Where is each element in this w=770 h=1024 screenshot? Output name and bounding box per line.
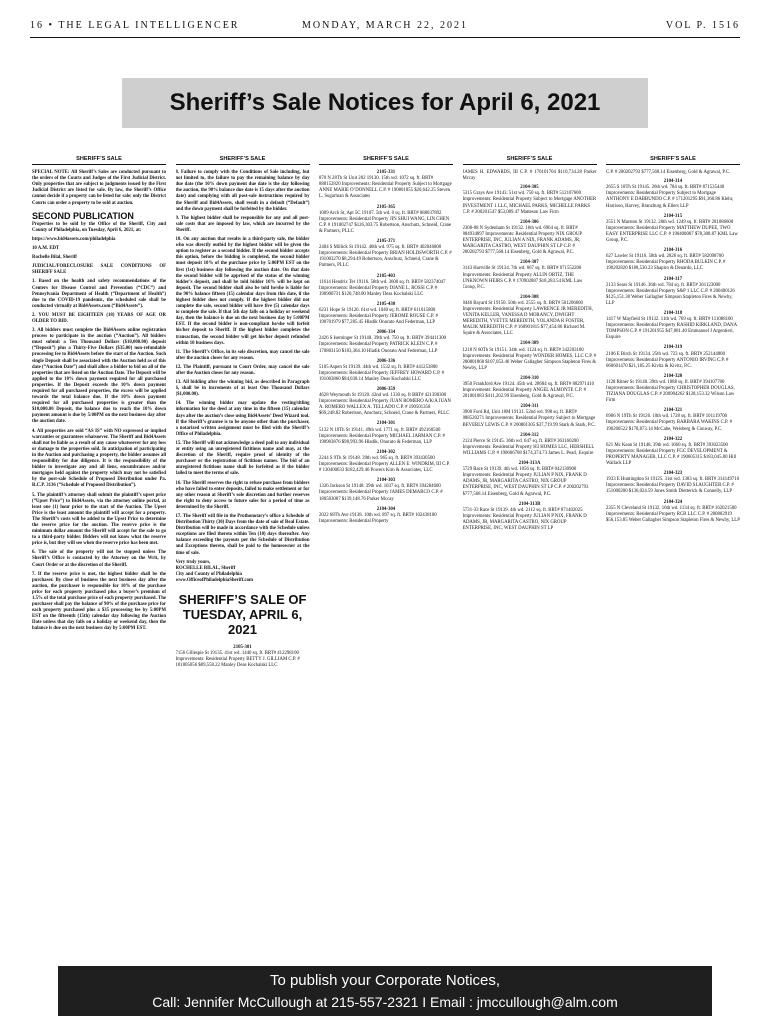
condition-13: 13. All bidding after the winning bid, as described in Paragraph 6, shall be in increments of at least One Thousand Dollars ($1,000.00). (175, 380, 310, 398)
footer-line-1: To publish your Corporate Notices, (269, 972, 501, 989)
listing-number: 2104-304 (376, 506, 396, 512)
condition-15: 15. The Sheriff will not acknowledge a deed poll to any individual or entity using an unregistered fictitious name and may, at the discretion of the Sheriff, require proof of identity of the purchaser or the registration of fictitious names. The bid of an unregistered fictitious name shall be forfeited as if the bidder failed to meet the terms of sale. (175, 440, 310, 477)
listing-number: 2104-301 (376, 421, 396, 427)
listing-text: 6906 N 19Th St 19126. 10th wd. 1728 sq. ft. BRT# 101119700 Improvements: Residential Property BARBARA WAKINS C.P. # 190200522 $178,873.14 McCabe, Weisberg & Conway, P.C. (606, 414, 732, 432)
listing-entry (606, 408, 740, 432)
listing-entry (319, 450, 453, 474)
listing-entry (606, 437, 740, 467)
listing-text: 2655 S 18Th St 19145. 26th wd. 784 sq. ft. BRT# 871535440 Improvements: Residential Property Subject to Mortgage ANTHONY E DABBUNDO C.P. # 171201295 $91,360.86 Klehr, Harrison, Harvey, Branzburg & Ellers LLP (606, 185, 734, 209)
continued-entry: C.P. # 200202793 $777,568.14 Eisenberg, Gold & Agrawal, P.C. (606, 170, 731, 176)
listing-number: 2104-318 (663, 310, 683, 316)
listing-number: 2006-336 (376, 358, 396, 364)
listing-text: 3143 Hartville St 19134. 7th wd. 667 sq. ft. BRT# 071552200 Improvements: Residential Property ALLIN ORTIZ, THE UNKNOWN HEIRS C.P. # 170902887 $18,283.54 KML Law Group, P.C. (462, 266, 583, 290)
listing-text: 6231 Hope St 19120. 61st wd. 1040 sq. ft. BRT# 611015800 Improvements: Residential Property JEROME ROUSE C.P. # 190701979 $77,285.45 Hladik Onorato And Federman, LLP (319, 307, 438, 326)
listing-entry (606, 311, 740, 341)
condition-17: 17. The Sheriff will file in the Prothonotary’s office a Schedule of Distribution Thirty (30) Days from the date of sale of Real Estate. Distribution will be made in accordance with the Schedule unless exceptions are filed thereto within Ten (10) days thereafter. Any balance exceeding the payouts per the Schedule of Distribution and Exceptions thereto, shall be paid to the homeowner at the time of sale. (175, 513, 310, 556)
listing-entry (319, 359, 453, 383)
listing-text: 5729 Race St 19139. 4th wd. 1056 sq. ft. BRT# 042130900 Improvements: Residential Property JULIAN P NIX, FRANK D ADAMS, JR, MARGARITA CASTRO, NIX GROUP ENTERPRISE, INC, WEST DAUPHIN ST LP C.P. # 200202793 $777,568.14 Eisenberg, Gold & Agrawal, P.C. (462, 467, 589, 497)
listing-text: 870 N 28Th St Unit 202 19130. 15th wd. 1072 sq. ft. BRT# 888152820 Improvements: Residential Property Subject to Mortgage ANNE MARIE O’DONNELL C.P. # 190801855 $20,642.25 Steven L. Sugarman & Associates (319, 176, 452, 200)
auction-url[interactable]: https://www.bid4assets.com/philadelphia (32, 236, 116, 242)
condition-9: 9. The highest bidder shall be responsible for any and all post-sale costs that are imposed by law, which are incurred by the Sheriff. (175, 215, 310, 233)
footer-line-2[interactable]: Call: Jennifer McCullough at 215-557-2321 I Email : jmccullough@alm.com (152, 994, 618, 1010)
listing-text: 2022 68Th Ave 19138. 10th wd. 897 sq. ft. BRT# 102438100 Improvements: Residential Property (319, 512, 437, 524)
listing-entry (463, 404, 597, 428)
sheriff-name: Rochelle Bilal, Sheriff (32, 255, 77, 261)
listing-entry (319, 170, 453, 200)
listing-entry (319, 421, 453, 445)
listing-entry (606, 500, 740, 524)
column-1 (32, 156, 166, 956)
listing-entry (319, 274, 453, 298)
listing-text: 2244 S 9Th St 19148. 39th wd. 965 sq. ft. BRT# 393430500 Improvements: Residential Property ALLEN E. WINDRIM, III C.P. # 130400633 $182,429.46 Powers Kirn & Associates, LLC (319, 455, 450, 474)
listing-text: 4628 Weymouth St 19120. 42nd wd. 1330 sq. ft BRT# 421390300 Improvements: Residential Property JUAN ROMERO A/K/A JUAN A. ROMERO WALLEX A. TELLADO C.P. # 190501358 $69,248.82 Robertson, Anschutz, Schneid, Crane & Partners, PLLC (319, 393, 451, 417)
notice-columns (32, 156, 740, 956)
auction-time: 10 A.M. EDT (32, 246, 60, 252)
listing-number: 2104-314 (663, 179, 683, 185)
listing-number: 2104-305 (520, 185, 539, 191)
listing-entry (463, 260, 597, 290)
listing-number: 2104-310 (520, 375, 539, 381)
condition-12: 12. The Plaintiff, pursuant to Court Order, may cancel the sale after the Auction closes for any reason. (175, 364, 310, 376)
listing-text: 5315 Grays Ave 19143. 51st wd. 750 sq. ft. BRT# 512107600 Improvements: Residential Property Subject to Mortgage ANOTHER INVESTMENT 1 LLC, MICHAEL PARKS, MICHELLE PARKS C.P. # 200201547 $53,089.47 Matteson Law Firm (462, 191, 597, 215)
column-5 (606, 156, 740, 956)
condition-2: 2. YOU MUST BE EIGHTEEN (18) YEARS OF AGE OR OLDER TO BID. (32, 312, 166, 324)
listing-text: 11614 Hendrix Ter 19116. 58th wd. 3600 sq. ft. BRT# 582374047 Improvements: Residential Property DIANE L. ROSSI C.P. # 190900731 $120,748.00 Manley Deas Kochalski LLC (319, 279, 446, 297)
sale-location-text: Properties to be sold by the Office of the Sheriff, City and County of Philadelphia, on Tuesday, April 6, 2021, at: (32, 221, 166, 233)
listing-entry (606, 179, 740, 209)
listing-number: 2104-311 (520, 404, 539, 410)
listing-number: 2105-403 (376, 273, 396, 279)
signature-website[interactable]: www.OfficeofPhiladelphiaSheriff.com (175, 577, 254, 583)
page-title: Sheriff’s Sale Notices for April 6, 2021 (169, 89, 601, 116)
listing-entry (463, 341, 597, 371)
listing-number: 2104-303 (376, 478, 396, 484)
listing-entry (463, 502, 597, 532)
condition-14: 14. The winning bidder may update the vesting/titling information for the deed at any time in the fifteen (15) calendar days after the auction’s close using Bid4Assets’ Deed Wizard tool. If the Sheriff’s grantee is to be anyone other than the purchaser, a notarized written assignment must be filed with the Sheriff’s Office of Philadelphia. (175, 401, 310, 437)
condition-3: 3. All bidders must complete the Bid4Assets online registration process to participate in the auction (“Auction”). All bidders must submit a Ten Thousand Dollars ($10,000.00) deposit (“Deposit”) plus a Thirty-Five Dollars ($35.00) non-refundable processing fee to Bid4Assets before the start of the Auction. Such single Deposit shall be associated with the Auction held as of this date (“Auction Date”) and shall allow a bidder to bid on all of the properties that are listed on the Auction Date. The Deposit will be applied to the 10% down payment required for all purchased properties. If the Deposit exceeds the 10% down payment required for all purchased properties, the excess will be applied towards the total balance due. If the 10% down payment required for all purchased properties is greater than the $10,000.00 Deposit, the balance due to reach the 10% down payment amount is due by 5:00PM on the next business day after the auction date. (32, 328, 166, 425)
column-header: SHERIFF’S SALE (606, 156, 740, 165)
listing-entry (319, 507, 453, 525)
masthead (30, 20, 740, 34)
listing-entry (463, 185, 597, 215)
listing-text: 2355 N Cleveland St 19132. 16th wd. 1134 sq. ft. BRT# 162021500 Improvements: Residential Property RCB LLC C.P. # 200802919 $56,153.85 Weber Gallagher Simpson Stapleton Fires & Newby, LLP (606, 505, 740, 523)
advertisement-footer (58, 966, 712, 1016)
listing-text: 8446 Bayard St 19150. 50th wd. 2555 sq. ft. BRT# 501206600 Improvements: Residential Property LAWRENCE JR MEREDITH, VENITA KELLER, VANESSA D MORANCY, DWIGHT MEREDITH, YVETTE MEREDITH, YOLANDA R FOSTER, MALIK MEREDITH C.P. # 160901815 $77,454.86 Richard M. Squire & Associates, LLC (462, 300, 593, 337)
continued-entry: JAMES H. EDWARDS, III C.P. # 170101704 $110,734.28 Parker Mccay (462, 170, 597, 182)
listing-number: 2104-321 (663, 408, 683, 414)
conditions-title: JUDICIAL/FORECLOSURE SALE CONDITIONS OF SHERIFF SALE (32, 264, 166, 276)
listing-entry (606, 248, 740, 272)
listing-entry (606, 374, 740, 404)
listing-text: 7156 Gillespie St 19135. 41st wd. 1440 sq. ft. BRT# 412298100 Improvements: Residential Property BETTY J. GILLIAM C.P. # 181005056 $89,558.22 Manley Deas Kochalski LLC (175, 651, 300, 669)
listing-number: 2104-315 (663, 213, 683, 219)
listing-number: 2104-302 (376, 449, 396, 455)
listing-text: 1933 E Huntingdon St 19125. 31st wd. 1383 sq. ft. BRT# 314149710 Improvements: Residential Property DAVID SLAUGHTER C.P. # 151000200 $136,024.59 Jones Smith Dietterick & Connelly, LLP (606, 477, 740, 495)
listing-entry (606, 345, 740, 369)
listing-entries (606, 179, 740, 524)
listing-number: 2104-323 (663, 471, 683, 477)
listing-text: 2124 Pierce St 19145. 36th wd. 647 sq. ft. BRT# 363160200 Improvements: Residential Property H3 HOMES LLC, HERSHELL WILLIAMS C.P. # 190606708 $174,374.73 James L. Pearl, Esquire (462, 438, 595, 456)
listing-number: 2104-319 (663, 345, 683, 351)
condition-1: 1. Based on the health and safety recommendations of the Centers for Disease Control and Prevention (“CDC”) and Pennsylvania Department of Health (“Department of Health”) due to the COVID-19 pandemic, the scheduled sale shall be conducted virtually at Bid4Assets.com (“Bid4Assets”). (32, 279, 166, 309)
listing-number: 2104-324 (663, 499, 683, 505)
listing-text: 2300-08 N Sydenham St 19132. 16th wd. 6964 sq. ft. BRT# 884934897 Improvements: Residential Property NIX GROUP ENTERPRISE, INC, JULIAN A NIX, FRANK ADAMS, JR, MARGARITA CASTRO, WEST DAUPHIN ST LP C.P. # 200202793 $777,568.14 Eisenberg, Gold & Agrawal, P.C. (462, 225, 582, 256)
condition-10: 10. On any auction that results in a third-party sale, the bidder who was directly outbid by the highest bidder will be given the option to register as a second bidder. If the second bidder accepts this option, before the bidding is completed, the second bidder must deposit 10% of the purchase price by 5:00PM EST on the first (1st) business day following the auction date. On that date the second bidder will be apprised of the status of the winning bidder’s deposit, and shall be told bidder 10% will be kept on deposit. The second bidder shall also be told he/she is liable for the 90% balance fifteen (15) calendar days from this date, if the highest bidder does not comply. If the highest bidder did not complete the sale, second bidder will have five (5) calendar days to complete the sale. If that 5th day falls on a holiday or weekend day, then the balance is due on the next business day by 5:00PM EST. If the second bidder is non-compliant he/she will forfeit his/her deposit to Sheriff. If the highest bidder completes the transaction, the second bidder will get his/her deposit refunded within 10 business days. (175, 237, 310, 346)
listing-text: 1128 Ritner St 19148. 39th wd. 1088 sq. ft. BRT# 394107700 Improvements: Residential Property CHRISTOPHER DOUGLAS, TIZIANA DOUGLAS C.P. # 200904262 $128,153.32 Wilson Law Firm (606, 379, 735, 404)
listing-entry (606, 471, 740, 495)
masthead-left: 16 • THE LEGAL INTELLIGENCER (30, 20, 240, 31)
listing-number: 2104-313B (518, 501, 541, 507)
listing-number: 2104-322 (663, 436, 683, 442)
listing-text: 5132 N 10Th St 19141. 49th wd. 1771 sq. ft. BRT# 492160500 Improvements: Residential Property MICHAEL JARMAN C.P. # 190903876 $98,993.96 Hladik, Onorato & Federman, LLP (319, 427, 445, 445)
listing-entry (463, 295, 597, 338)
listing-entries (463, 185, 597, 532)
listing-number: 2104-317 (663, 276, 683, 282)
listing-entry (319, 330, 453, 354)
condition-16: 16. The Sheriff reserves the right to refuse purchase from bidders who have failed to enter deposits, failed to make settlement or for any other reason at Sheriff’s sole discretion and further reserves the right to deny access to future sales for a period of time as determined by the Sheriff. (175, 480, 310, 510)
listing-entry (463, 433, 597, 457)
listing-number: 2104-320 (663, 373, 683, 379)
listing-number: 2104-306 (520, 219, 539, 225)
listing-entry (319, 205, 453, 235)
listing-text: 1009 Arch St, Apt 5C 19107. 5th wd. 0 sq. ft. BRT# 888037892 Improvements: Residential Property JIN SHUI WANG, LIN CHEN C.P. # 191002747 $126,303.75 Robertson, Anschutz, Schneid, Crane & Partners, PLLC (319, 210, 452, 234)
masthead-rule (30, 37, 740, 38)
listing-text: 3950 Frankford Ave 19124. 45th wd. 28684 sq. ft. BRT# 882971410 Improvements: Residential Property ANGEL ALMONTE C.P. # 201001083 $411,202.99 Eisenberg, Gold & Agrawal, P.C. (462, 382, 595, 400)
listing-entries (176, 645, 310, 669)
column-header: SHERIFF’S SALE (176, 156, 310, 165)
condition-4: 4. All properties are sold “AS IS” with NO expressed or implied warranties or guarantees whatsoever. The Sheriff and Bid4Assets shall not be liable as a result of any cause whatsoever for any loss or damage to the properties sold. In anticipation of participating in the Auction and purchasing a property, the bidder assumes all responsibility for due diligence. It is the responsibility of the bidder to investigate any and all liens, encumbrances and/or mortgages held against the property which may not be satisfied by the post-sale Schedule of Proposed Distribution under Pa. R.C.P. 3136 (“Schedule of Proposed Distribution”). (32, 428, 166, 489)
listing-number: 2104-316 (663, 248, 683, 254)
listing-number: 2006-359 (376, 387, 396, 392)
listing-entry (463, 376, 597, 400)
listing-entry (319, 302, 453, 326)
listing-number: 2104-313A (518, 461, 541, 467)
listing-text: 1336 Jackson St 19148. 39th wd. 1037 sq. ft. BRT# 394284600 Improvements: Residential Property JAMES DEMARCO C.P. # 180503087 $139,148.76 Parker Mccay (319, 484, 443, 502)
column-3 (319, 156, 453, 956)
listing-number: 2104-309 (520, 341, 539, 347)
special-note: SPECIAL NOTE: All Sheriff’s Sales are conducted pursuant to the orders of the Courts and Judges of the First Judicial District. Only properties that are subject to judgments issued by the First Judicial District are listed for sale. By law, the Sheriff’s Office cannot decide if a property can be listed for sale; only the District Courts can order a property to be sold at auction. (32, 170, 166, 206)
listing-number: 2105-301 (233, 645, 252, 650)
listing-entry (606, 277, 740, 307)
listing-text: 1417 W Mayfield St 19132. 11th wd. 769 sq. ft. BRT# 111088100 Improvements: Residential Property RASHID KIRKLAND, DANA TOMPSON C.P. # 191201955 $47,081.40 Emmanuel J Argentieri, Esquire (606, 317, 737, 341)
column-header: SHERIFF’S SALE (463, 156, 597, 165)
listing-entries (319, 170, 453, 525)
condition-7: 7. If the reserve price is met, the highest bidder shall be the purchaser. By close of business the next business day after the auction, the purchaser is responsible for 10% of the purchase price for each property purchased plus a buyer’s premium of 1.5% of the total purchase price of each property purchased. The purchaser shall pay the balance of 90% of the purchase price for each property purchased plus a $35 processing fee by 5:00PM EST on the fifteenth (15th) calendar day following the Auction Date unless that day falls on a holiday or weekend day, then the balance is due on the next business day by 5:00PM EST. (32, 571, 166, 632)
listing-number: 2104-312 (520, 432, 539, 438)
listing-number: 2006-334 (376, 330, 396, 336)
listing-text: 2133 Sears St 19146. 36th wd. 784 sq. ft. BRT# 361123000 Improvements: Residential Property S&P 1 LLC C.P. # 200400126 $125,151.38 Weber Gallagher Simpson Stapleton Fires & Newby, LLP (606, 282, 735, 306)
condition-8: 8. Failure to comply with the Conditions of Sale including, but not limited to, the failure to pay the remaining balance by day due date (the 10% down payment due date is the day following the auction, the 90% balance due date is 15 days after the auction date) and complying with all post-sale instructions required by the Sheriff and Bid4Assets, shall result in a default (“Default”) and the down payment shall be forfeited by the bidder. (175, 170, 310, 212)
second-publication-heading: SECOND PUBLICATION (32, 210, 134, 221)
listing-text: 2426 S Iseminger St 19148. 39th wd. 750 sq. ft. BRT# 394411300 Improvements: Residential Property PATRICK KLEIN C.P. # 170803150 $183,364.10 Hladik Onorato And Federman, LLP (319, 336, 447, 354)
listing-number: 2104-307 (520, 260, 539, 266)
column-header: SHERIFF’S SALE (32, 156, 166, 165)
signature-line: Very truly yours, (175, 559, 211, 565)
column-2 (176, 156, 310, 956)
listing-entry (319, 387, 453, 417)
signature-office: City and County of Philadelphia (175, 571, 242, 577)
listing-number: 2104-308 (520, 294, 539, 300)
condition-5: 5. The plaintiff’s attorney shall submit the plaintiff’s upset price (“Upset Price”) to Bid4Assets, via the attorney online portal, at least one (1) hour prior to the start of the Auction. The Upset Price is the least amount the plaintiff will accept for a property. The Sheriff’s costs will be added to the Upset Price to determine the reserve price for the auction. The reserve price is the minimum dollar amount the Sheriff will accept for the sale to go to a third-party bidder. Bidders will not know what the reserve price is, but they will see when the reserve price has been met. (32, 492, 166, 547)
condition-6: 6. The sale of the property will not be stopped unless The Sheriff’s Office is contacted by the Attorney on the Writ, by Court Order or at the discretion of the Sheriff. (32, 550, 166, 568)
listing-text: 3900 Ford Rd, Unit 18M 19131. 52nd wd. 998 sq. ft. BRT# 888520271 Improvements: Residential Property Subject to Mortgage BEVERLY LEWIS C.P. # 200801305 $37,719.99 Stark & Stark, P.C. (462, 410, 596, 428)
listing-text: 2106 E Birch St 19134. 25th wd. 723 sq. ft. BRT# 252144800 Improvements: Residential Property ANTONIO IRVING C.P. # 060601470 $21,185.25 Kivitz & Kivitz, P.C. (606, 351, 729, 369)
listing-entry (463, 220, 597, 257)
signature-name: ROCHELLE BILAL, Sheriff (175, 565, 236, 571)
listing-number: 2105-365 (376, 204, 396, 210)
listing-text: 5731-33 Race St 19139. 4th wd. 2112 sq. ft. BRT# 871402025 Improvements: Residential Property JULIAN P NIX, FRANK D ADAMS, JR, MARGARITA CASTRO, NIX GROUP ENTERPRISE, INC, WEST DAUPHIN ST LP (462, 507, 587, 531)
listing-text: 5105 Aspen St 19139. 44th wd. 1532 sq. ft. BRT# 441253800 Improvements: Residential Property JEFFREY HOWARD C.P. # 191003860 $84,038.14 Manley Deas Kochalski LLC (319, 364, 445, 382)
listing-text: 1218 N 60Th St 19151. 34th wd. 1124 sq. ft. BRT# 342203100 Improvements: Residential Property WONDER HOMES, LLC C.P. # 200801868 $107,053.46 Weber Gallagher Simpson Stapleton Fires & Newby, LLP (462, 347, 597, 371)
listing-number: 2105-331 (376, 170, 396, 176)
listing-entry (606, 214, 740, 244)
listing-number: 2105-430 (376, 301, 396, 307)
condition-11: 11. The Sheriff’s Office, in its sole discretion, may cancel the sale after the auction closes for any reason. (175, 349, 310, 361)
sale-date-heading: SHERIFF’S SALE OF TUESDAY, APRIL 6, 2021 (178, 592, 307, 637)
listing-entry (176, 645, 310, 669)
listing-text: 621 Mc Kean St 19148. 39th wd. 1660 sq. ft. BRT# 393023500 Improvements: Residential Property FGC DEVELOPMENT & PROPERTY MANAGER, LLC C.P. # 190605315 $183,045.80 Hill Wallack LLP (606, 442, 737, 467)
masthead-date: MONDAY, MARCH 22, 2021 (302, 20, 468, 31)
listing-entry (319, 239, 453, 269)
listing-entry (319, 478, 453, 502)
listing-number: 2105-371 (376, 239, 396, 245)
listing-text: 2404 S Millick St 19142. 40th wd. 975 sq. ft. BRT# 402046800 Improvements: Residential Property BRIAN HOLDSWORTH C.P. # 191003270 $8,294.49 Robertson, Anschutz, Schneid, Crane & Partners, PLLC (319, 245, 452, 269)
column-header: SHERIFF’S SALE (319, 156, 453, 165)
listing-text: 627 Lawler St 19116. 58th wd. 2826 sq. ft. BRT# 582098700 Improvements: Residential Property RHODA BULKIN C.P. # 190202820 $188,530.23 Shapiro & Denardo, LLC (606, 254, 726, 272)
listing-text: 2551 N Marston St 19132. 28th wd. 1249 sq. ft. BRT# 281086600 Improvements: Residential Property MATTHEW DUPEE, TWO EASY ENTERPRISE LLC C.P. # 190400007 $78,308.87 KML Law Group, P.C. (606, 219, 738, 244)
listing-entry (463, 461, 597, 498)
masthead-volume: VOL P. 1516 (665, 20, 740, 31)
title-banner (122, 78, 648, 128)
column-4 (463, 156, 597, 956)
